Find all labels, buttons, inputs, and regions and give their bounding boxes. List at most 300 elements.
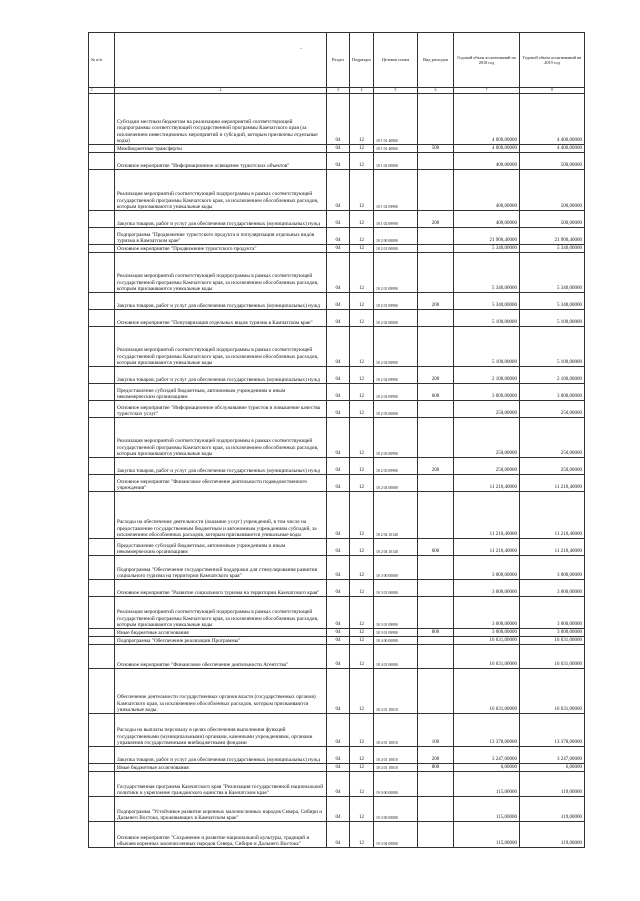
table-body xyxy=(89,94,585,848)
row-razdel-cell: 04 xyxy=(327,747,350,764)
row-podrazdel-cell: 12 xyxy=(350,645,374,669)
row-number-cell xyxy=(89,580,115,597)
row-2019-cell: 11 210,40000 xyxy=(520,539,585,556)
colnum: 2 xyxy=(115,88,327,94)
table-row xyxy=(89,327,585,367)
colnum: 3 xyxy=(327,88,350,94)
row-2019-cell: 3 247,00000 xyxy=(520,747,585,764)
row-podrazdel-cell: 12 xyxy=(350,418,374,458)
table-row xyxy=(89,418,585,458)
row-number-cell xyxy=(89,145,115,153)
row-name-cell: Предоставление субсидий бюджетным, автономным учреждениям и иным некоммерческим организациям xyxy=(115,384,327,401)
row-name-cell: Основное мероприятие "Развитие социального туризма на территории Камчатского края" xyxy=(115,580,327,597)
header-no: № п/п xyxy=(89,33,115,88)
row-razdel-cell: 04 xyxy=(327,797,350,822)
row-vid-cell xyxy=(418,94,454,145)
row-podrazdel-cell: 12 xyxy=(350,94,374,145)
row-razdel-cell: 04 xyxy=(327,327,350,367)
table-row xyxy=(89,747,585,764)
row-vid-cell xyxy=(418,253,454,293)
row-razdel-cell: 04 xyxy=(327,245,350,253)
table-row xyxy=(89,94,585,145)
row-target-cell: 18 4 00 00000 xyxy=(374,637,418,645)
row-number-cell xyxy=(89,669,115,714)
table-row xyxy=(89,475,585,492)
row-2019-cell: 11 210,40000 xyxy=(520,475,585,492)
row-podrazdel-cell: 12 xyxy=(350,310,374,327)
row-number-cell xyxy=(89,327,115,367)
row-2019-cell: 11 210,40000 xyxy=(520,492,585,539)
row-vid-cell xyxy=(418,418,454,458)
row-vid-cell xyxy=(418,597,454,629)
row-2019-cell: 5 100,00000 xyxy=(520,327,585,367)
row-vid-cell: 800 xyxy=(418,629,454,637)
row-number-cell xyxy=(89,384,115,401)
row-number-cell xyxy=(89,228,115,245)
row-name-cell: Закупка товаров, работ и услуг для обеспечения государственных (муниципальных) нужд xyxy=(115,293,327,310)
header-razdel: Раздел xyxy=(327,33,350,88)
row-vid-cell: 200 xyxy=(418,367,454,384)
row-razdel-cell: 04 xyxy=(327,418,350,458)
row-number-cell xyxy=(89,539,115,556)
row-name-cell: Закупка товаров, работ и услуг для обеспечения государственных (муниципальных) нужд xyxy=(115,367,327,384)
row-razdel-cell: 04 xyxy=(327,714,350,747)
row-razdel-cell: 04 xyxy=(327,211,350,228)
row-vid-cell xyxy=(418,327,454,367)
row-target-cell: 18 2 02 09990 xyxy=(374,384,418,401)
row-name-cell: Подпрограмма "Устойчивое развитие коренных малочисленных народов Севера, Сибири и Дальнего Востока, проживающих в Камчатском крае" xyxy=(115,797,327,822)
row-vid-cell xyxy=(418,153,454,170)
row-name-cell: Основное мероприятие "Популяризация отдельных видов туризма в Камчатском крае" xyxy=(115,310,327,327)
row-number-cell xyxy=(89,772,115,797)
row-2018-cell: 115,00000 xyxy=(454,797,520,822)
row-number-cell xyxy=(89,747,115,764)
table-row xyxy=(89,822,585,848)
row-name-cell: Закупка товаров, работ и услуг для обеспечения государственных (муниципальных) нужд xyxy=(115,458,327,475)
row-number-cell xyxy=(89,153,115,170)
row-number-cell xyxy=(89,245,115,253)
row-podrazdel-cell: 12 xyxy=(350,539,374,556)
row-2018-cell: 250,00000 xyxy=(454,401,520,418)
row-name-cell: Реализация мероприятий соответствующей подпрограммы в рамках соответствующей государственной программы Камчатского края, за исключением обособленных расходов, которым присваиваются уникальные коды xyxy=(115,253,327,293)
row-vid-cell xyxy=(418,556,454,580)
row-podrazdel-cell: 12 xyxy=(350,384,374,401)
row-2018-cell: 11 210,40000 xyxy=(454,475,520,492)
row-name-cell: Основное мероприятие "Финансовое обеспечение деятельности Агентства" xyxy=(115,645,327,669)
row-number-cell xyxy=(89,418,115,458)
row-2018-cell: 400,00000 xyxy=(454,153,520,170)
row-2019-cell: 3 000,00000 xyxy=(520,580,585,597)
row-2018-cell: 250,00000 xyxy=(454,458,520,475)
row-target-cell: 18 2 03 09990 xyxy=(374,418,418,458)
row-razdel-cell: 04 xyxy=(327,401,350,418)
row-name-cell: Основное мероприятие "Продвижение туристского продукта" xyxy=(115,245,327,253)
header-name xyxy=(115,33,327,88)
row-number-cell xyxy=(89,797,115,822)
row-number-cell xyxy=(89,253,115,293)
row-2018-cell: 21 900,40000 xyxy=(454,228,520,245)
table-row xyxy=(89,539,585,556)
row-vid-cell: 200 xyxy=(418,747,454,764)
row-razdel-cell: 04 xyxy=(327,772,350,797)
row-2019-cell: 4 400,00000 xyxy=(520,145,585,153)
row-name-cell: Иные бюджетные ассигнования xyxy=(115,764,327,772)
colnum: 8 xyxy=(520,88,585,94)
row-2018-cell: 3 000,00000 xyxy=(454,384,520,401)
table-row xyxy=(89,556,585,580)
row-vid-cell xyxy=(418,228,454,245)
table-row xyxy=(89,629,585,637)
row-number-cell xyxy=(89,597,115,629)
row-podrazdel-cell: 12 xyxy=(350,211,374,228)
row-2018-cell: 3 000,00000 xyxy=(454,597,520,629)
header-2018: Годовой объем ассигнований на 2018 год xyxy=(454,33,520,88)
row-name-cell: Обеспечение деятельности государственных органов власти (государственных органов) Камчатского края, за исключением обособленных расходов, которым присваиваются уникальные коды. xyxy=(115,669,327,714)
row-2019-cell: 16 631,00000 xyxy=(520,637,585,645)
row-number-cell xyxy=(89,629,115,637)
row-2019-cell: 119,00000 xyxy=(520,822,585,848)
row-target-cell: 18 2 02 09990 xyxy=(374,367,418,384)
row-2018-cell: 3 000,00000 xyxy=(454,629,520,637)
table-row xyxy=(89,145,585,153)
row-target-cell: 19 3 04 00000 xyxy=(374,822,418,848)
row-2018-cell: 5 100,00000 xyxy=(454,310,520,327)
row-name-cell: Реализация мероприятий соответствующей подпрограммы в рамках соответствующей государственной программы Камчатского края, за исключением обособленных расходов, которым присваиваются уникальные коды xyxy=(115,418,327,458)
row-name-cell: Реализация мероприятий соответствующей подпрограммы в рамках соответствующей государственной программы Камчатского края, за исключением обособленных расходов, которым присваиваются уникальные коды xyxy=(115,170,327,211)
row-name-cell: Подпрограмма "Обеспечение реализации Программы" xyxy=(115,637,327,645)
row-number-cell xyxy=(89,556,115,580)
row-number-cell xyxy=(89,822,115,848)
row-2018-cell: 5 340,00000 xyxy=(454,293,520,310)
row-name-cell: Основное мероприятие "Информационное освещение туристских объектов" xyxy=(115,153,327,170)
row-razdel-cell: 04 xyxy=(327,637,350,645)
row-2019-cell: 119,00000 xyxy=(520,772,585,797)
row-razdel-cell: 04 xyxy=(327,475,350,492)
row-podrazdel-cell: 12 xyxy=(350,153,374,170)
row-2019-cell: 2 100,00000 xyxy=(520,367,585,384)
table-row xyxy=(89,637,585,645)
row-number-cell xyxy=(89,475,115,492)
row-name-cell: Иные бюджетные ассигнования xyxy=(115,629,327,637)
row-razdel-cell: 04 xyxy=(327,492,350,539)
row-2019-cell: 250,00000 xyxy=(520,401,585,418)
row-2018-cell: 16 631,00000 xyxy=(454,645,520,669)
table-row xyxy=(89,245,585,253)
row-2019-cell: 119,00000 xyxy=(520,797,585,822)
row-2018-cell: 3 000,00000 xyxy=(454,556,520,580)
row-2019-cell: 3 000,00000 xyxy=(520,556,585,580)
row-2018-cell: 115,00000 xyxy=(454,822,520,848)
row-target-cell: 18 2 01 09990 xyxy=(374,293,418,310)
row-razdel-cell: 04 xyxy=(327,293,350,310)
row-name-cell: Закупка товаров, работ и услуг для обеспечения государственных (муниципальных) нужд xyxy=(115,211,327,228)
row-number-cell xyxy=(89,637,115,645)
row-razdel-cell: 04 xyxy=(327,556,350,580)
row-target-cell: 18 2 04 00000 xyxy=(374,475,418,492)
row-name-cell: Государственная программа Камчатского края "Реализация государственной национальной политики и укрепление гражданского единства в Камчатском крае" xyxy=(115,772,327,797)
row-podrazdel-cell: 12 xyxy=(350,253,374,293)
row-razdel-cell: 04 xyxy=(327,94,350,145)
row-name-cell: Реализация мероприятий соответствующей подпрограммы в рамках соответствующей государственной программы Камчатского края, за исключением обособленных расходов, которым присваиваются уникальные коды xyxy=(115,327,327,367)
row-2019-cell: 5 100,00000 xyxy=(520,310,585,327)
row-target-cell: 18 3 01 09990 xyxy=(374,597,418,629)
row-razdel-cell: 04 xyxy=(327,170,350,211)
row-2019-cell: 5 340,00000 xyxy=(520,253,585,293)
header-podrazdel: Подраздел xyxy=(350,33,374,88)
table-row xyxy=(89,310,585,327)
row-podrazdel-cell: 12 xyxy=(350,772,374,797)
table-row xyxy=(89,597,585,629)
row-target-cell: 18 2 01 09990 xyxy=(374,253,418,293)
row-2018-cell: 4 000,00000 xyxy=(454,145,520,153)
row-target-cell: 18 4 01 10010 xyxy=(374,764,418,772)
budget-table-sheet xyxy=(88,32,584,848)
colnum: 4 xyxy=(350,88,374,94)
row-2019-cell: 3 000,00000 xyxy=(520,597,585,629)
row-vid-cell xyxy=(418,822,454,848)
row-razdel-cell: 04 xyxy=(327,580,350,597)
row-2018-cell: 3 247,00000 xyxy=(454,747,520,764)
table-header-row xyxy=(89,33,585,88)
row-target-cell: 18 2 01 00000 xyxy=(374,245,418,253)
row-podrazdel-cell: 12 xyxy=(350,245,374,253)
row-name-cell: Расходы на обеспечение деятельности (оказание услуг) учреждений, в том числе на предоставление государственным бюджетным и автономным учреждениям субсидий, за исключением обособленных расходов, которым присваиваются уникальные коды xyxy=(115,492,327,539)
table-row xyxy=(89,367,585,384)
row-podrazdel-cell: 12 xyxy=(350,822,374,848)
row-razdel-cell: 04 xyxy=(327,669,350,714)
row-vid-cell: 800 xyxy=(418,764,454,772)
row-podrazdel-cell: 12 xyxy=(350,492,374,539)
row-vid-cell xyxy=(418,245,454,253)
row-vid-cell xyxy=(418,492,454,539)
header-target: Целевая статья xyxy=(374,33,418,88)
row-2019-cell: 13 378,00000 xyxy=(520,714,585,747)
table-row xyxy=(89,580,585,597)
table-row xyxy=(89,764,585,772)
row-vid-cell: 200 xyxy=(418,211,454,228)
row-number-cell xyxy=(89,310,115,327)
row-razdel-cell: 04 xyxy=(327,539,350,556)
row-2019-cell: 500,00000 xyxy=(520,211,585,228)
row-podrazdel-cell: 12 xyxy=(350,293,374,310)
colnum: 6 xyxy=(418,88,454,94)
row-vid-cell xyxy=(418,797,454,822)
row-target-cell: 18 2 00 00000 xyxy=(374,228,418,245)
row-2019-cell: 5 340,00000 xyxy=(520,245,585,253)
row-2019-cell: 4 400,00000 xyxy=(520,94,585,145)
row-number-cell xyxy=(89,367,115,384)
row-2018-cell: 400,00000 xyxy=(454,170,520,211)
row-target-cell: 18 2 02 00000 xyxy=(374,310,418,327)
row-podrazdel-cell: 12 xyxy=(350,170,374,211)
row-2018-cell: 5 100,00000 xyxy=(454,327,520,367)
table-row xyxy=(89,253,585,293)
row-number-cell xyxy=(89,645,115,669)
row-name-cell: Подпрограмма "Продвижение туристского продукта и популяризация отдельных видов туризма в Камчатском крае" xyxy=(115,228,327,245)
row-name-cell: Основное мероприятие "Финансовое обеспечение деятельности подведомственного учреждения" xyxy=(115,475,327,492)
row-razdel-cell: 04 xyxy=(327,384,350,401)
row-target-cell: 18 4 01 00000 xyxy=(374,645,418,669)
row-razdel-cell: 04 xyxy=(327,310,350,327)
row-name-cell: Реализация мероприятий соответствующей подпрограммы в рамках соответствующей государственной программы Камчатского края, за исключением обособленных расходов, которым присваиваются уникальные коды xyxy=(115,597,327,629)
row-2018-cell: 16 631,00000 xyxy=(454,637,520,645)
row-2019-cell: 3 000,00000 xyxy=(520,384,585,401)
row-podrazdel-cell: 12 xyxy=(350,714,374,747)
row-name-cell: Расходы на выплаты персоналу в целях обеспечения выполнения функций государственными (муниципальными) органами, казенными учреждениями, органами управления государственными внебюджетными фондами xyxy=(115,714,327,747)
row-2018-cell: 11 210,40000 xyxy=(454,539,520,556)
row-target-cell: 18 1 01 40060 xyxy=(374,94,418,145)
row-2018-cell: 3 000,00000 xyxy=(454,580,520,597)
row-2019-cell: 16 631,00000 xyxy=(520,669,585,714)
row-podrazdel-cell: 12 xyxy=(350,580,374,597)
row-2019-cell: 6,00000 xyxy=(520,764,585,772)
row-name-cell: Основное мероприятие "Информационное обслуживание туристов и повышение качества туристских услуг" xyxy=(115,401,327,418)
row-2018-cell: 6,00000 xyxy=(454,764,520,772)
row-vid-cell: 200 xyxy=(418,458,454,475)
row-number-cell xyxy=(89,714,115,747)
row-number-cell xyxy=(89,170,115,211)
row-podrazdel-cell: 12 xyxy=(350,458,374,475)
row-2018-cell: 11 210,40000 xyxy=(454,492,520,539)
table-row xyxy=(89,772,585,797)
row-podrazdel-cell: 12 xyxy=(350,637,374,645)
row-2018-cell: 115,00000 xyxy=(454,772,520,797)
row-podrazdel-cell: 12 xyxy=(350,597,374,629)
row-target-cell: 18 1 02 00000 xyxy=(374,153,418,170)
row-target-cell: 18 1 01 40060 xyxy=(374,145,418,153)
row-razdel-cell: 04 xyxy=(327,253,350,293)
row-podrazdel-cell: 12 xyxy=(350,367,374,384)
table-row xyxy=(89,170,585,211)
row-vid-cell xyxy=(418,170,454,211)
colnum: 1 xyxy=(89,88,115,94)
row-podrazdel-cell: 12 xyxy=(350,764,374,772)
row-number-cell xyxy=(89,293,115,310)
row-target-cell: 18 4 01 10010 xyxy=(374,714,418,747)
table-row xyxy=(89,211,585,228)
row-target-cell: 18 1 02 09990 xyxy=(374,211,418,228)
row-podrazdel-cell: 12 xyxy=(350,556,374,580)
row-target-cell: 18 2 04 10140 xyxy=(374,539,418,556)
row-razdel-cell: 04 xyxy=(327,822,350,848)
row-2019-cell: 500,00000 xyxy=(520,153,585,170)
row-target-cell: 18 2 02 09990 xyxy=(374,327,418,367)
row-razdel-cell: 04 xyxy=(327,458,350,475)
row-name-cell: Межбюджетные трансферты xyxy=(115,145,327,153)
row-target-cell: 18 4 01 10010 xyxy=(374,669,418,714)
row-podrazdel-cell: 12 xyxy=(350,747,374,764)
row-2018-cell: 400,00000 xyxy=(454,211,520,228)
row-vid-cell xyxy=(418,772,454,797)
row-vid-cell xyxy=(418,645,454,669)
row-2018-cell: 13 378,00000 xyxy=(454,714,520,747)
header-vid: Вид расходов xyxy=(418,33,454,88)
table-row xyxy=(89,228,585,245)
row-vid-cell xyxy=(418,401,454,418)
row-2018-cell: 4 000,00000 xyxy=(454,94,520,145)
table-row xyxy=(89,153,585,170)
row-vid-cell: 500 xyxy=(418,145,454,153)
row-target-cell: 18 4 01 10010 xyxy=(374,747,418,764)
row-vid-cell: 600 xyxy=(418,539,454,556)
row-name-cell: Основное мероприятие "Сохранение и развитие национальной культуры, традиций и обычаев коренных малочисленных народов Севера, Сибири и Дальнего Востока" xyxy=(115,822,327,848)
row-razdel-cell: 04 xyxy=(327,764,350,772)
row-podrazdel-cell: 12 xyxy=(350,475,374,492)
row-vid-cell xyxy=(418,310,454,327)
row-podrazdel-cell: 12 xyxy=(350,145,374,153)
row-podrazdel-cell: 12 xyxy=(350,629,374,637)
row-vid-cell: 100 xyxy=(418,714,454,747)
row-name-cell: Субсидии местным бюджетам на реализацию мероприятий соответствующей подпрограммы соответствующей государственной программы Камчатского края (за исключением инвестиционных мероприятий и субсидий, которым присвоены отдельные коды) xyxy=(115,94,327,145)
row-target-cell: 18 3 01 00000 xyxy=(374,580,418,597)
row-razdel-cell: 04 xyxy=(327,629,350,637)
row-number-cell xyxy=(89,492,115,539)
row-target-cell: 18 2 04 10140 xyxy=(374,492,418,539)
row-target-cell: 18 2 03 00000 xyxy=(374,401,418,418)
row-vid-cell: 600 xyxy=(418,384,454,401)
row-2019-cell: 3 000,00000 xyxy=(520,629,585,637)
row-target-cell: 18 3 01 09990 xyxy=(374,629,418,637)
row-vid-cell xyxy=(418,637,454,645)
row-razdel-cell: 04 xyxy=(327,367,350,384)
table-row xyxy=(89,293,585,310)
row-razdel-cell: 04 xyxy=(327,597,350,629)
row-target-cell: 18 3 00 00000 xyxy=(374,556,418,580)
row-podrazdel-cell: 12 xyxy=(350,401,374,418)
row-razdel-cell: 04 xyxy=(327,645,350,669)
row-2019-cell: 250,00000 xyxy=(520,458,585,475)
row-target-cell: 18 2 03 09990 xyxy=(374,458,418,475)
row-2018-cell: 250,00000 xyxy=(454,418,520,458)
row-vid-cell xyxy=(418,580,454,597)
row-vid-cell xyxy=(418,475,454,492)
row-2019-cell: 16 631,00000 xyxy=(520,645,585,669)
row-2018-cell: 2 100,00000 xyxy=(454,367,520,384)
colnum: 5 xyxy=(374,88,418,94)
row-target-cell: 18 1 02 09990 xyxy=(374,170,418,211)
row-2018-cell: 16 631,00000 xyxy=(454,669,520,714)
row-podrazdel-cell: 12 xyxy=(350,228,374,245)
table-row xyxy=(89,384,585,401)
row-name-cell: Закупка товаров, работ и услуг для обеспечения государственных (муниципальных) нужд xyxy=(115,747,327,764)
row-podrazdel-cell: 12 xyxy=(350,797,374,822)
row-target-cell: 19 0 00 00000 xyxy=(374,772,418,797)
table-row xyxy=(89,401,585,418)
table-row xyxy=(89,645,585,669)
row-target-cell: 19 3 00 00000 xyxy=(374,797,418,822)
table-row xyxy=(89,492,585,539)
table-row xyxy=(89,458,585,475)
row-number-cell xyxy=(89,211,115,228)
row-number-cell xyxy=(89,94,115,145)
header-2019: Годовой объем ассигнований на 2019 год xyxy=(520,33,585,88)
row-2018-cell: 5 340,00000 xyxy=(454,253,520,293)
budget-table xyxy=(88,32,585,848)
row-number-cell xyxy=(89,401,115,418)
row-2019-cell: 250,00000 xyxy=(520,418,585,458)
row-2018-cell: 5 340,00000 xyxy=(454,245,520,253)
row-2019-cell: 5 340,00000 xyxy=(520,293,585,310)
table-row xyxy=(89,797,585,822)
table-row xyxy=(89,714,585,747)
row-2019-cell: 500,00000 xyxy=(520,170,585,211)
row-podrazdel-cell: 12 xyxy=(350,327,374,367)
row-number-cell xyxy=(89,764,115,772)
row-razdel-cell: 04 xyxy=(327,153,350,170)
row-name-cell: Предоставление субсидий бюджетным, автономным учреждениям и иным некоммерческим организациям xyxy=(115,539,327,556)
row-2019-cell: 21 900,40000 xyxy=(520,228,585,245)
row-vid-cell: 200 xyxy=(418,293,454,310)
